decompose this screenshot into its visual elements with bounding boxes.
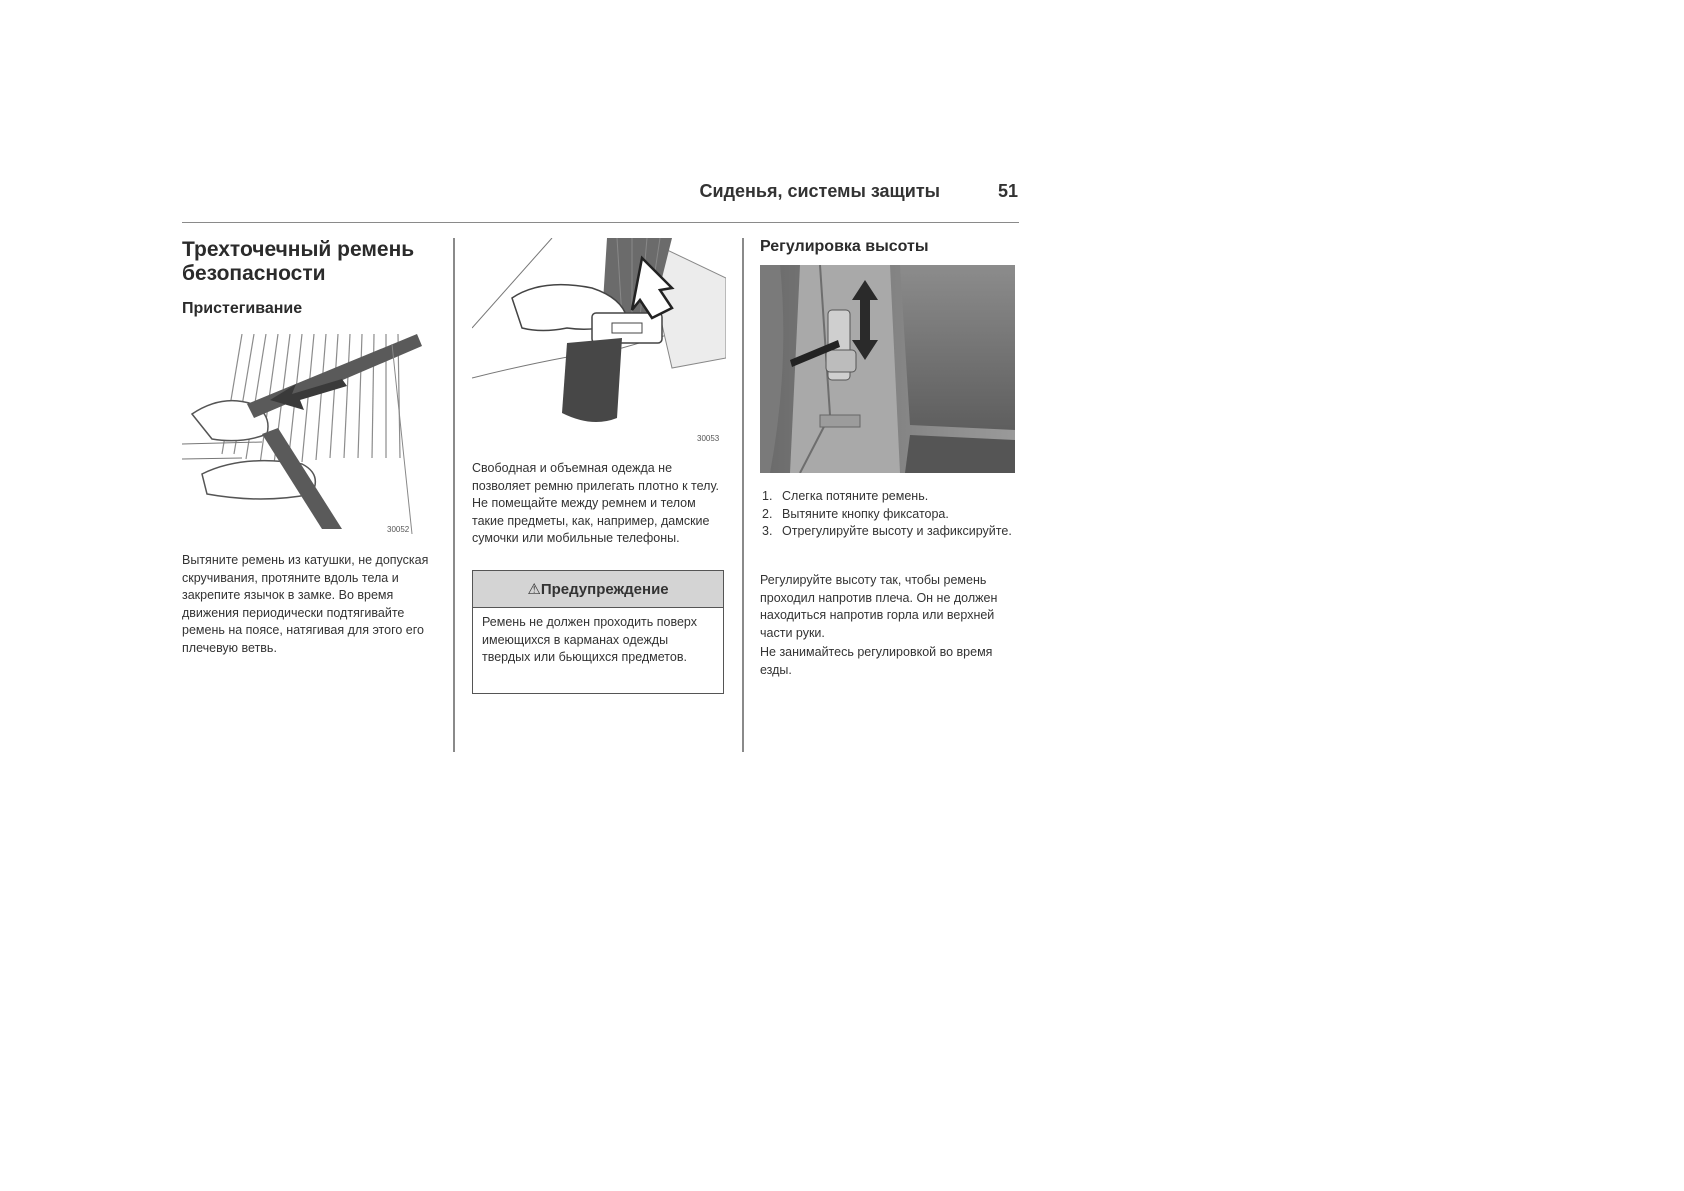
step-text: Слегка потяните ремень. — [782, 489, 929, 503]
step-number: 3. — [762, 524, 773, 538]
figure-2-code: 30053 — [697, 434, 720, 443]
header-divider — [182, 222, 1019, 223]
section-title: Трехточечный ремень безопасности — [182, 238, 415, 285]
step-number: 1. — [762, 489, 773, 503]
driving-caution: Не занимайтесь регулировкой во время езды. — [760, 645, 993, 677]
list-item — [762, 506, 1024, 524]
running-header-title: Сиденья, системы защиты — [699, 181, 940, 201]
column-divider-1 — [453, 238, 455, 752]
page-number: 51 — [997, 181, 1018, 201]
step-number: 2. — [762, 506, 773, 521]
clothing-advice: Свободная и объемная одежда не позволяет ремню прилегать плотно к телу. Не помещайте между ремнем и телом такие предметы, как, например, дамские сумочки или мобильные телефоны. — [472, 461, 719, 545]
warning-triangle-icon: ⚠ — [527, 581, 541, 598]
warning-title: Предупреждение — [540, 580, 669, 598]
subsection-height-title: Регулировка высоты — [760, 238, 929, 255]
height-adjuster-photo — [760, 265, 1015, 473]
subsection-fastening-title: Пристегивание — [182, 300, 303, 317]
height-adjustment-advice: Регулируйте высоту так, чтобы ремень проходил напротив плеча. Он не должен находиться напротив горла или верхней части руки. — [760, 573, 998, 640]
figure-belt-buckle — [472, 238, 726, 446]
height-adjustment-steps — [762, 488, 1024, 541]
warning-box — [472, 570, 724, 694]
buckling-illustration — [182, 334, 432, 538]
warning-text: Ремень не должен проходить поверх имеющихся в карманах одежды твердых или бьющихся предметов. — [482, 615, 697, 664]
figure-height-adjuster — [760, 265, 1015, 473]
figure-buckling-belt — [182, 334, 432, 538]
step-text: Отрегулируйте высоту и зафиксируйте. — [782, 524, 1012, 538]
figure-1-code: 30052 — [387, 525, 410, 534]
fastening-instructions: Вытяните ремень из катушки, не допуская скручивания, протяните вдоль тела и закрепите язычок в замке. Во время движения периодически подтягивайте ремень на поясе, натягивая для этого его плечевую ветвь. — [182, 553, 429, 655]
warning-header — [473, 571, 723, 608]
buckle-illustration — [472, 238, 726, 446]
list-item — [762, 488, 1024, 506]
list-item — [762, 523, 1024, 541]
column-divider-2 — [742, 238, 744, 752]
step-text: Вытяните кнопку фиксатора. — [782, 506, 949, 521]
